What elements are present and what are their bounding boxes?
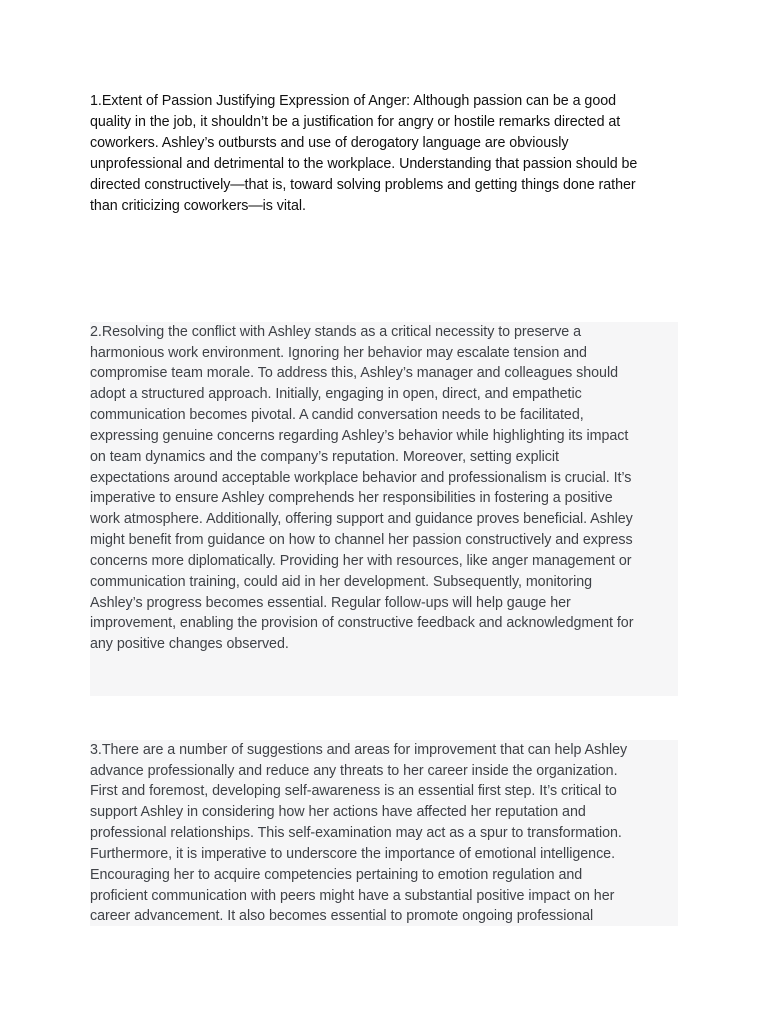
paragraph-line: expectations around acceptable workplace behavior and professionalism is crucial. It’s bbox=[90, 470, 632, 486]
paragraph-line: Encouraging her to acquire competencies pertaining to emotion regulation and bbox=[90, 867, 583, 883]
paragraph-line: quality in the job, it shouldn’t be a justification for angry or hostile remarks directed at bbox=[90, 114, 621, 130]
paragraph-3 bbox=[90, 740, 678, 926]
paragraph-line: concerns more diplomatically. Providing her with resources, like anger management or bbox=[90, 553, 632, 569]
paragraph-line: expressing genuine concerns regarding Ashley’s behavior while highlighting its impact bbox=[90, 428, 629, 444]
paragraph-line: 1.Extent of Passion Justifying Expression of Anger: Although passion can be a good bbox=[90, 93, 617, 109]
paragraph-line: Furthermore, it is imperative to underscore the importance of emotional intelligence. bbox=[90, 846, 615, 862]
paragraph-line: Ashley’s progress becomes essential. Regular follow-ups will help gauge her bbox=[90, 595, 571, 611]
paragraph-line: work atmosphere. Additionally, offering support and guidance proves beneficial. Ashley bbox=[90, 511, 633, 527]
paragraph-line: than criticizing coworkers—is vital. bbox=[90, 198, 306, 214]
paragraph-line: 2.Resolving the conflict with Ashley stands as a critical necessity to preserve a bbox=[90, 324, 582, 340]
paragraph-line: directed constructively—that is, toward solving problems and getting things done rather bbox=[90, 177, 636, 193]
paragraph-1 bbox=[90, 90, 678, 220]
paragraph-line: coworkers. Ashley’s outbursts and use of derogatory language are obviously bbox=[90, 135, 569, 151]
paragraph-line: communication training, could aid in her development. Subsequently, monitoring bbox=[90, 574, 593, 590]
paragraph-line: imperative to ensure Ashley comprehends her responsibilities in fostering a positive bbox=[90, 490, 613, 506]
paragraph-line: any positive changes observed. bbox=[90, 636, 289, 652]
paragraph-line: 3.There are a number of suggestions and areas for improvement that can help Ashley bbox=[90, 742, 628, 758]
paragraph-line: compromise team morale. To address this, Ashley’s manager and colleagues should bbox=[90, 365, 618, 381]
paragraph-line: improvement, enabling the provision of constructive feedback and acknowledgment for bbox=[90, 615, 634, 631]
paragraph-line: might benefit from guidance on how to channel her passion constructively and express bbox=[90, 532, 633, 548]
paragraph-line: career advancement. It also becomes essential to promote ongoing professional bbox=[90, 908, 594, 924]
paragraph-line: advance professionally and reduce any threats to her career inside the organization. bbox=[90, 763, 618, 779]
paragraph-line: adopt a structured approach. Initially, engaging in open, direct, and empathetic bbox=[90, 386, 582, 402]
paragraph-line: professional relationships. This self-examination may act as a spur to transformation. bbox=[90, 825, 622, 841]
paragraph-line: harmonious work environment. Ignoring her behavior may escalate tension and bbox=[90, 345, 587, 361]
paragraph-line: proficient communication with peers might have a substantial positive impact on her bbox=[90, 888, 615, 904]
paragraph-line: on team dynamics and the company’s reputation. Moreover, setting explicit bbox=[90, 449, 559, 465]
paragraph-line: support Ashley in considering how her actions have affected her reputation and bbox=[90, 804, 586, 820]
paragraph-line: First and foremost, developing self-awareness is an essential first step. It’s critical to bbox=[90, 783, 617, 799]
paragraph-line: communication becomes pivotal. A candid conversation needs to be facilitated, bbox=[90, 407, 584, 423]
paragraph-2 bbox=[90, 322, 678, 696]
paragraph-line: unprofessional and detrimental to the workplace. Understanding that passion should be bbox=[90, 156, 638, 172]
